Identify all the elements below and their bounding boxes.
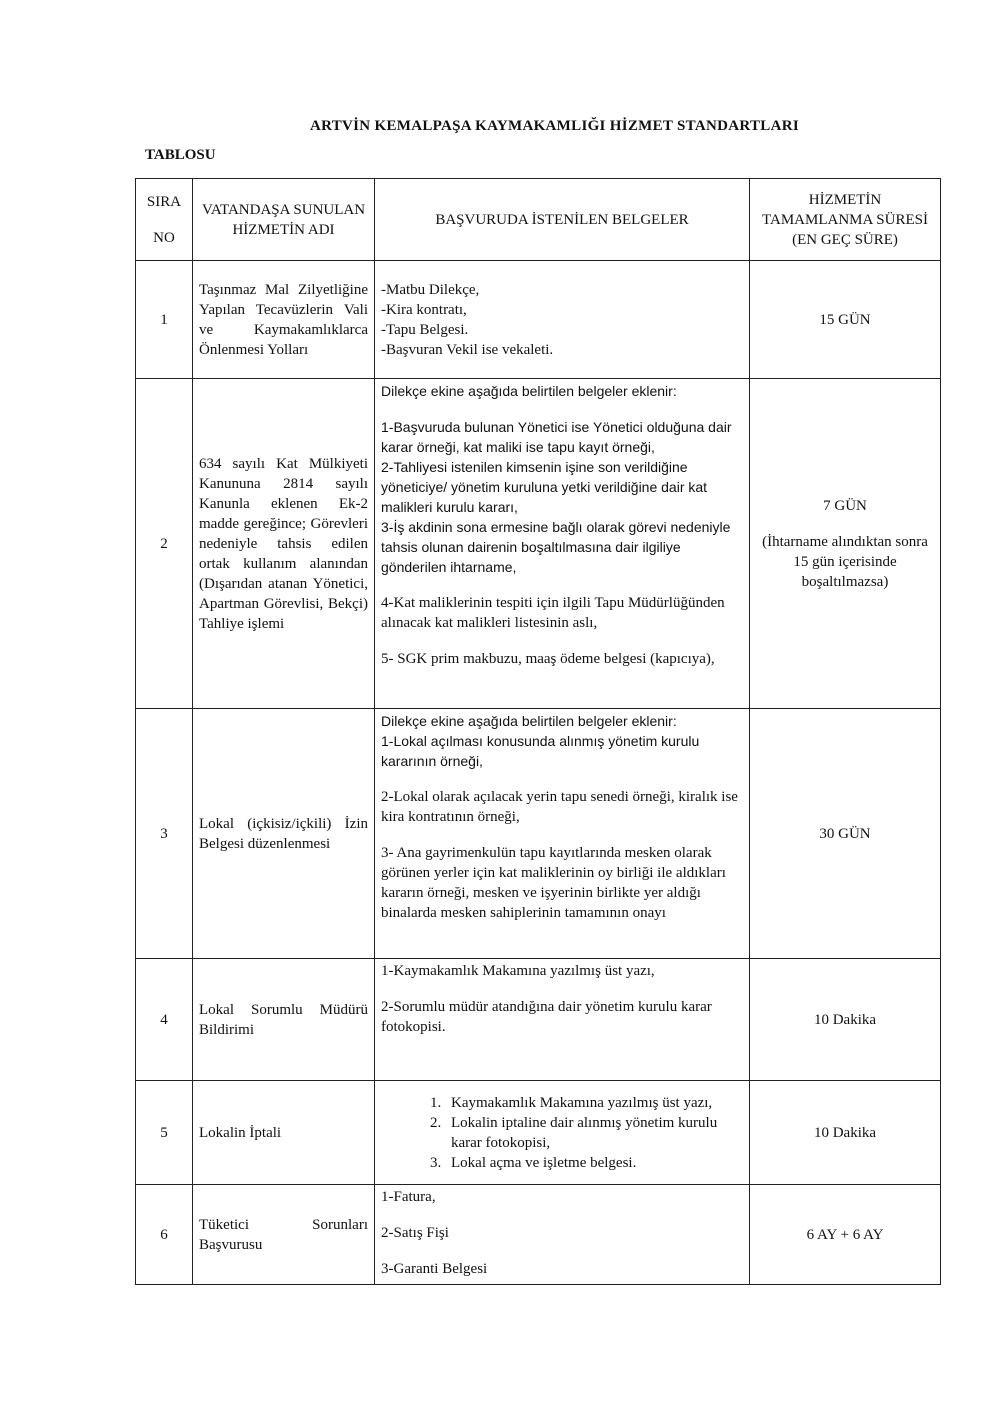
document-title-continued: TABLOSU xyxy=(145,147,216,163)
documents-intro: Dilekçe ekine aşağıda belirtilen belgeler eklenir: xyxy=(381,383,677,399)
table-row xyxy=(136,379,941,709)
document-item: 2-Lokal olarak açılacak yerin tapu senedi örneği, kiralık ise kira kontratının örneği, xyxy=(381,789,738,825)
row-number: 5 xyxy=(136,1081,193,1185)
required-documents xyxy=(375,379,750,709)
header-service-name: VATANDAŞA SUNULAN HİZMETİN ADI xyxy=(193,179,375,261)
document-item: 3-İş akdinin sona ermesine bağlı olarak görevi nedeniyle tahsis olunan dairenin boşaltılmasına dair ilgiliye gönderilen ihtarname, xyxy=(381,519,731,575)
row-number: 6 xyxy=(136,1185,193,1285)
document-item: 2-Tahliyesi istenilen kimsenin işine son verildiğine yöneticiye/ yönetim kuruluna yetki verildiğine dair kat malikleri kurulu kararı, xyxy=(381,459,708,515)
service-name: Lokal (içkisiz/içkili) İzin Belgesi düzenlenmesi xyxy=(193,709,375,959)
completion-time: 6 AY + 6 AY xyxy=(750,1185,941,1285)
document-title: ARTVİN KEMALPAŞA KAYMAKAMLIĞI HİZMET STANDARTLARI xyxy=(310,118,799,134)
completion-time-note: (İhtarname alındıktan sonra 15 gün içerisinde boşaltılmazsa) xyxy=(762,533,928,590)
document-item: -Tapu Belgesi. xyxy=(381,321,469,338)
document-item: 3- Ana gayrimenkulün tapu kayıtlarında mesken olarak görünen yerler için kat maliklerinin oy birliği ile aldıkları kararın örneği, mesken ve işyerinin birlikte yer aldığı binalarda mesken sahiplerinin tamamının onayı xyxy=(381,845,726,921)
header-completion-time: HİZMETİN TAMAMLANMA SÜRESİ (EN GEÇ SÜRE) xyxy=(750,179,941,261)
list-item: 3. Lokal açma ve işletme belgesi. xyxy=(445,1153,743,1173)
row-number: 3 xyxy=(136,709,193,959)
required-documents xyxy=(375,959,750,1081)
required-documents xyxy=(375,709,750,959)
completion-time: 10 Dakika xyxy=(750,959,941,1081)
required-documents xyxy=(375,1185,750,1285)
list-item: 1. Kaymakamlık Makamına yazılmış üst yazı, xyxy=(445,1093,743,1113)
document-item: -Kira kontratı, xyxy=(381,301,467,318)
table-row xyxy=(136,1185,941,1285)
document-item: 2-Satış Fişi xyxy=(381,1225,449,1241)
service-name: 634 sayılı Kat Mülkiyeti Kanununa 2814 sayılı Kanunla eklenen Ek-2 madde gereğince; Görevleri nedeniyle tahsis edilen ortak kullanım alanından (Dışarıdan atanan Yönetici, Apartman Görevlisi, Bekçi) Tahliye işlemi xyxy=(193,379,375,709)
table-row xyxy=(136,959,941,1081)
document-item: 1-Kaymakamlık Makamına yazılmış üst yazı, xyxy=(381,963,655,979)
header-documents: BAŞVURUDA İSTENİLEN BELGELER xyxy=(375,179,750,261)
document-item: -Matbu Dilekçe, xyxy=(381,281,480,298)
row-number: 1 xyxy=(136,261,193,379)
completion-time-value: 7 GÜN xyxy=(823,497,867,514)
service-name: Tüketici Sorunları Başvurusu xyxy=(193,1185,375,1285)
list-item: 2. Lokalin iptaline dair alınmış yönetim kurulu karar fotokopisi, xyxy=(445,1113,743,1153)
row-number: 4 xyxy=(136,959,193,1081)
table-header-row xyxy=(136,179,941,261)
table-row xyxy=(136,1081,941,1185)
required-documents xyxy=(375,1081,750,1185)
completion-time: 30 GÜN xyxy=(750,709,941,959)
document-item: 3-Garanti Belgesi xyxy=(381,1261,488,1277)
document-item: 1-Fatura, xyxy=(381,1189,436,1205)
document-item: -Başvuran Vekil ise vekaleti. xyxy=(381,341,554,358)
document-item: 1-Başvuruda bulunan Yönetici ise Yönetici olduğuna dair karar örneği, kat maliki ise tapu kayıt örneği, xyxy=(381,419,732,455)
row-number: 2 xyxy=(136,379,193,709)
table-row xyxy=(136,261,941,379)
document-item: 2-Sorumlu müdür atandığına dair yönetim kurulu karar fotokopisi. xyxy=(381,999,712,1035)
table-row xyxy=(136,709,941,959)
service-name: Taşınmaz Mal Zilyetliğine Yapılan Tecavüzlerin Vali ve Kaymakamlıklarca Önlenmesi Yolları xyxy=(193,261,375,379)
document-item: 1-Lokal açılması konusunda alınmış yönetim kurulu kararının örneği, xyxy=(381,733,700,769)
documents-list xyxy=(381,1093,743,1173)
completion-time xyxy=(750,379,941,709)
documents-intro: Dilekçe ekine aşağıda belirtilen belgeler eklenir: xyxy=(381,713,677,729)
service-name: Lokalin İptali xyxy=(193,1081,375,1185)
header-no: SIRA NO xyxy=(136,179,193,261)
document-item: 5- SGK prim makbuzu, maaş ödeme belgesi (kapıcıya), xyxy=(381,651,715,667)
document-item: 4-Kat maliklerinin tespiti için ilgili Tapu Müdürlüğünden alınacak kat malikleri listesinin aslı, xyxy=(381,595,725,631)
service-name: Lokal Sorumlu Müdürü Bildirimi xyxy=(193,959,375,1081)
completion-time: 10 Dakika xyxy=(750,1081,941,1185)
completion-time: 15 GÜN xyxy=(750,261,941,379)
service-standards-table xyxy=(135,178,941,1285)
required-documents xyxy=(375,261,750,379)
